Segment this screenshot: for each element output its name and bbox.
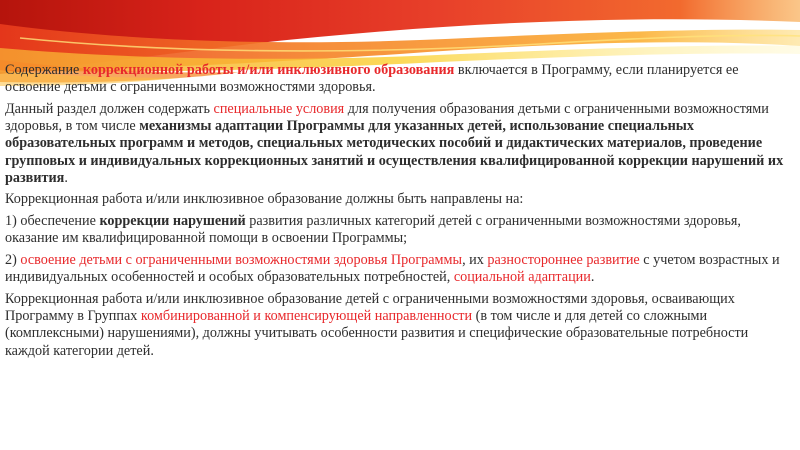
highlight-red: освоение детьми с ограниченными возможностями здоровья Программы xyxy=(20,252,463,269)
text-run: Данный раздел должен содержать xyxy=(5,100,214,117)
text-run: . xyxy=(590,269,595,286)
paragraph-6 xyxy=(5,291,793,360)
highlight-red: разностороннее развитие xyxy=(487,252,640,269)
paragraph-5 xyxy=(5,252,793,286)
text-run: Коррекционная работа и/или инклюзивное образование детей с ограниченными возможностями здоровья, осваивающих Программу в Группах xyxy=(5,290,735,325)
slide-body-text xyxy=(5,62,793,364)
text-run: (в том числе и для детей со сложными (комплексными) нарушениями), должны учитывать особенности развития и специфические образовательные потребности каждой категории детей. xyxy=(5,308,749,359)
paragraph-1 xyxy=(5,62,793,96)
paragraph-2 xyxy=(5,101,793,187)
text-run: Коррекционная работа и/или инклюзивное образование должны быть направлены на: xyxy=(5,191,524,208)
text-run: развития различных категорий детей с ограниченными возможностями здоровья, оказание им квалифицированной помощи в освоении Программы; xyxy=(5,213,741,247)
paragraph-3 xyxy=(5,191,793,208)
text-run: 1) обеспечение xyxy=(5,213,100,230)
text-run: с учетом возрастных и индивидуальных особенностей и особых образовательных потребностей, xyxy=(5,252,780,286)
highlight-red: комбинированной и компенсирующей направленности xyxy=(140,308,473,325)
highlight-bold: коррекции нарушений xyxy=(99,213,246,230)
paragraph-4 xyxy=(5,213,793,247)
text-run: включается в Программу, если планируется ее освоение детьми с ограниченными возможностями здоровья. xyxy=(5,62,739,96)
highlight-red: специальные условия xyxy=(213,100,345,117)
text-run: Содержание xyxy=(5,62,83,78)
text-run: 2) xyxy=(5,252,21,269)
text-run: для получения образования детьми с ограниченными возможностями здоровья, в том числе xyxy=(5,100,769,135)
highlight-red: социальной адаптации xyxy=(453,269,591,286)
text-run: , их xyxy=(462,252,488,269)
highlight-bold: механизмы адаптации Программы для указанных детей, использование специальных образовательных программ и методов, специальных методических пособий и дидактических материалов, проведение групповых и индивидуальных коррекционных занятий и осуществления квалифицированной коррекции нарушений их развития xyxy=(5,118,784,186)
text-run: . xyxy=(64,169,68,186)
highlight-red-bold: коррекционной работы и/или инклюзивного образования xyxy=(82,62,455,78)
